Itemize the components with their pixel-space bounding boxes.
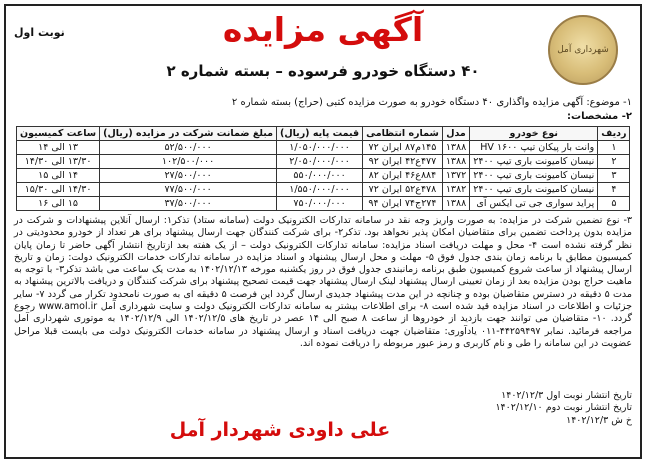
cell-commission-time: ۱۴/۳۰ الی ۱۵/۳۰ (17, 183, 100, 197)
cell-vehicle-type: وانت بار پیکان تیپ ۱۶۰۰ HV (470, 141, 598, 155)
cell-model: ۱۳۸۸ (442, 197, 469, 211)
col-header-commission-time: ساعت کمیسیون (17, 127, 100, 141)
cell-plate-number: ۸۸۴ع۴۶ ایران ۸۲ (363, 169, 443, 183)
cell-base-price: ۷۵۰/۰۰۰/۰۰۰ (276, 197, 362, 211)
cell-plate-number: ۲۷۴ج۷۴ ایران ۹۴ (363, 197, 443, 211)
col-header-base-price: قیمت پایه (ریال) (276, 127, 362, 141)
conditions-text (14, 215, 632, 350)
table-row (17, 141, 630, 155)
cell-base-price: ۱/۰۵۰/۰۰۰/۰۰۰ (276, 141, 362, 155)
cell-vehicle-type: پراید سواری جی تی ایکس آی (470, 197, 598, 211)
subject-line: ۱- موضوع: آگهی مزایده واگذاری ۴۰ دستگاه خودرو به صورت مزایده کتبی (حراج) بسته شماره ۲ (231, 97, 632, 108)
cell-model: ۱۳۸۸ (442, 141, 469, 155)
specs-label: ۲- مشخصات: (567, 111, 632, 122)
cell-guarantee: ۷۷/۵۰۰/۰۰۰ (100, 183, 277, 197)
cell-commission-time: ۱۴ الی ۱۵ (17, 169, 100, 183)
cell-commission-time: ۱۵ الی ۱۶ (17, 197, 100, 211)
cell-plate-number: ۴۷۸ع۵۲ ایران ۷۲ (363, 183, 443, 197)
cell-vehicle-type: نیسان کامیونت باری تیپ ۲۴۰۰ (470, 183, 598, 197)
cell-base-price: ۲/۰۵۰/۰۰۰/۰۰۰ (276, 155, 362, 169)
cell-row-number: ۴ (598, 183, 630, 197)
cell-base-price: ۵۵۰/۰۰۰/۰۰۰ (276, 169, 362, 183)
signer-name: علی داودی شهردار آمل (169, 419, 391, 441)
col-header-guarantee: مبلغ ضمانت شرکت در مزایده (ریال) (100, 127, 277, 141)
conditions-paragraph: ۳- نوع تضمین شرکت در مزایده: به صورت واریز وجه نقد در سامانه تدارکات الکترونیک دولت (سامانه ستاد) تذکر۱: ارسال آنلاین پیشنهادات و شرکت در مزایده بدون پرداخت تضمین برای متقاضیان امکان پذیر نخواهد بود. تذکر۲- برای شرکت کنندگان جهت ارسال پیشنهاد برای هر تعداد از خودرو محدودیتی در نظر گرفته نشده است ۴- محل و مهلت دریافت اسناد مزایده: سامانه تدارکات الکترونیک دولت – از یک هفته بعد ازتاریخ انتشار آگهی حاضر تا زمان پایان کمیسیون مطابق با برنامه زمان بندی جدول فوق ۵- مهلت و محل ارسال پیشنهاد و اسناد مزایده در سامانه تدارکات خدمات الکترونیک دولت: زمان و تاریخ ارسال پیشنهاد از ساعت شروع کمیسیون طبق برنامه زمانبندی جدول فوق در روز یکشنبه مورخه ۱۴۰۲/۱۲/۱۳ به مدت یک ساعت می باشد تذکر۳- با توجه به ماهیت حراج بودن مزایده بعد از زمان تعیینی ارسال پیشنهاد لینک ارسال پیشنهاد جهت قیمت تصحیح پیشنهاد برای شرکت کنندگان و دریافت بالاترین پیشنهاد به مدت ۵ دقیقه در دسترس متقاضیان بوده و چنانچه در این مدت پیشنهاد جدیدی ارسال گردد این فرصت ۵ دقیقه ای به صورت نامحدود تکرار می گردد ۷- سایر جزئیات و اطلاعات در اسناد مزایده قید شده است ۸- برای اطلاعات بیشتر به سامانه تدارکات الکترونیک دولت و سایت شهرداری آمل www.amol.ir رجوع گردد. ۱۰- متقاضیان می توانند جهت بازدید از خودروها از ساعت ۸ صبح الی ۱۴ عصر در تاریخ های ۱۴۰۲/۱۲/۵ الی ۱۴۰۲/۱۲/۹ به موتوری شهرداری آمل مراجعه فرمائید. نمابر ۴۴۲۵۹۴۹۷-۰۱۱ یادآوری: متقاضیان جهت دریافت اسناد و ارسال پیشنهاد در سامانه خدمات الکترونیک دولت می بایست قبلا مراحل عضویت در این سامانه را طی و نام کاربری و رمز عبور مربوطه را دریافت نموده اند. (14, 215, 633, 349)
reference-code: خ ش ۱۴۰۲/۱۲/۳ (566, 414, 632, 426)
cell-base-price: ۱/۵۵۰/۰۰۰/۰۰۰ (276, 183, 362, 197)
cell-model: ۱۳۸۸ (442, 155, 469, 169)
ad-subtitle: ۴۰ دستگاه خودرو فرسوده – بسته شماره ۲ (166, 62, 480, 80)
ad-title: آگهی مزایده (222, 10, 424, 49)
table-header-row (17, 127, 630, 141)
logo-text: شهرداری آمل (557, 45, 609, 55)
cell-plate-number: ۴۷۷ع۴۲ ایران ۹۲ (363, 155, 443, 169)
col-header-model: مدل (442, 127, 469, 141)
table-row (17, 155, 630, 169)
cell-row-number: ۱ (598, 141, 630, 155)
table-row (17, 183, 630, 197)
cell-model: ۱۳۸۲ (442, 183, 469, 197)
cell-commission-time: ۱۳/۳۰ الی ۱۴/۳۰ (17, 155, 100, 169)
cell-model: ۱۳۷۲ (442, 169, 469, 183)
cell-plate-number: ۱۴۵م۸۷ ایران ۷۲ (363, 141, 443, 155)
table-row (17, 169, 630, 183)
cell-row-number: ۲ (598, 155, 630, 169)
vehicles-table (16, 126, 630, 211)
second-publication-date: تاریخ انتشار نوبت دوم ۱۴۰۲/۱۲/۱۰ (495, 402, 632, 414)
col-header-plate-number: شماره انتظامی (363, 127, 443, 141)
municipality-logo (548, 15, 618, 85)
publication-round-badge: نوبت اول (14, 26, 65, 39)
cell-guarantee: ۵۲/۵۰۰/۰۰۰ (100, 141, 277, 155)
cell-vehicle-type: نیسان کامیونت باری تیپ ۲۴۰۰ (470, 155, 598, 169)
publication-dates (495, 390, 632, 427)
cell-guarantee: ۱۰۲/۵۰۰/۰۰۰ (100, 155, 277, 169)
cell-commission-time: ۱۳ الی ۱۴ (17, 141, 100, 155)
col-header-row-number: ردیف (598, 127, 630, 141)
col-header-vehicle-type: نوع خودرو (470, 127, 598, 141)
cell-row-number: ۳ (598, 169, 630, 183)
first-publication-date: تاریخ انتشار نوبت اول ۱۴۰۲/۱۲/۳ (501, 390, 632, 401)
cell-vehicle-type: نیسان کامیونت باری تیپ ۲۴۰۰ (470, 169, 598, 183)
cell-row-number: ۵ (598, 197, 630, 211)
table-row (17, 197, 630, 211)
cell-guarantee: ۲۷/۵۰۰/۰۰۰ (100, 169, 277, 183)
cell-guarantee: ۳۷/۵۰۰/۰۰۰ (100, 197, 277, 211)
